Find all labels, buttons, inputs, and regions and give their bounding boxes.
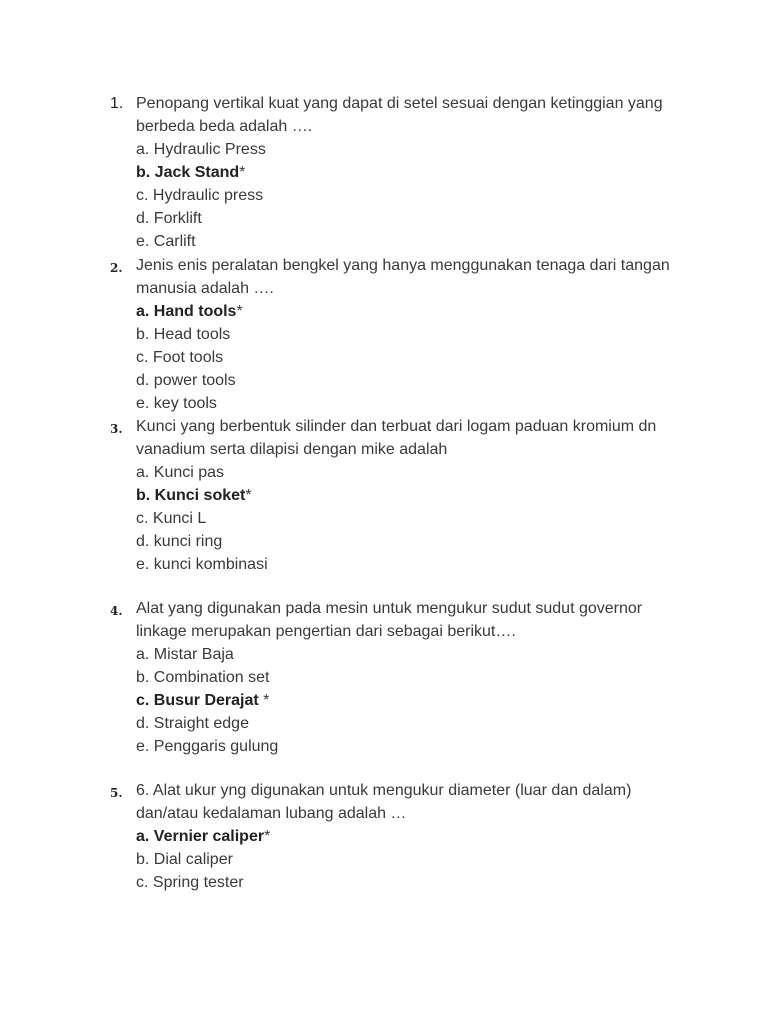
question-body bbox=[136, 415, 676, 576]
option-d: d. kunci ring bbox=[136, 533, 223, 550]
option-a-correct: a. Hand tools* bbox=[136, 303, 243, 320]
question-body bbox=[136, 597, 676, 758]
option-c: c. Hydraulic press bbox=[136, 187, 264, 204]
question-body bbox=[136, 779, 676, 894]
option-c: c. Foot tools bbox=[136, 349, 224, 366]
question-number: 1. bbox=[110, 95, 124, 112]
option-c: c. Spring tester bbox=[136, 874, 244, 891]
option-a: a. Hydraulic Press bbox=[136, 141, 266, 158]
question-text: Jenis enis peralatan bengkel yang hanya menggunakan tenaga dari tangan manusia adalah …. bbox=[136, 257, 670, 297]
option-a: a. Kunci pas bbox=[136, 464, 225, 481]
option-e: e. Carlift bbox=[136, 233, 196, 250]
option-b: b. Dial caliper bbox=[136, 851, 233, 868]
question-number: 4. bbox=[110, 604, 123, 618]
option-b: b. Combination set bbox=[136, 669, 270, 686]
question-text: Alat yang digunakan pada mesin untuk mengukur sudut sudut governor linkage merupakan pengertian dari sebagai berikut…. bbox=[136, 600, 643, 640]
option-c: c. Kunci L bbox=[136, 510, 207, 527]
option-d: d. Forklift bbox=[136, 210, 202, 227]
question-text: Penopang vertikal kuat yang dapat di setel sesuai dengan ketinggian yang berbeda beda adalah …. bbox=[136, 95, 663, 135]
question-number: 2. bbox=[110, 261, 123, 275]
option-b-correct: b. Jack Stand* bbox=[136, 164, 246, 181]
question-number: 3. bbox=[110, 422, 123, 436]
option-d: d. Straight edge bbox=[136, 715, 249, 732]
option-e: e. Penggaris gulung bbox=[136, 738, 279, 755]
option-e: e. key tools bbox=[136, 395, 217, 412]
option-a-correct: a. Vernier caliper* bbox=[136, 828, 271, 845]
option-b: b. Head tools bbox=[136, 326, 231, 343]
option-c-correct: c. Busur Derajat * bbox=[136, 692, 270, 709]
question-body bbox=[136, 254, 676, 415]
question-body bbox=[136, 92, 676, 253]
question-text: 6. Alat ukur yng digunakan untuk mengukur diameter (luar dan dalam) dan/atau kedalaman lubang adalah … bbox=[136, 782, 632, 822]
option-b-correct: b. Kunci soket* bbox=[136, 487, 252, 504]
option-d: d. power tools bbox=[136, 372, 236, 389]
option-e: e. kunci kombinasi bbox=[136, 556, 268, 573]
question-number: 5. bbox=[110, 786, 123, 800]
option-a: a. Mistar Baja bbox=[136, 646, 234, 663]
question-text: Kunci yang berbentuk silinder dan terbuat dari logam paduan kromium dn vanadium serta dilapisi dengan mike adalah bbox=[136, 418, 657, 458]
